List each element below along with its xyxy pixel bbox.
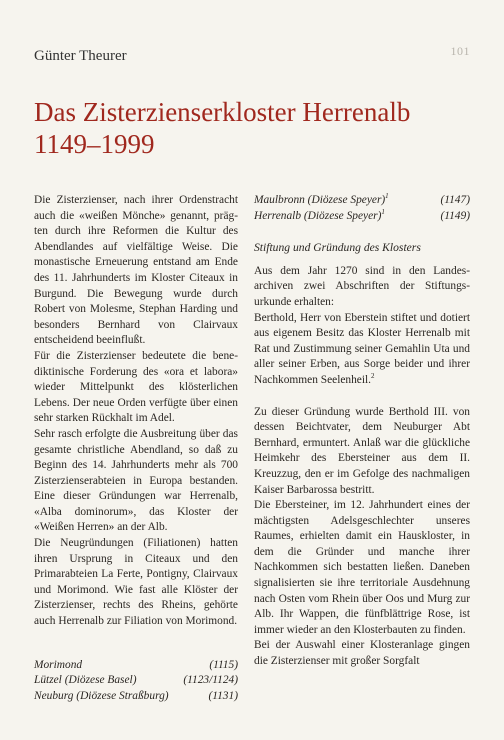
paragraph: Die Zisterzienser, nach ihrer Ordenstracht auch die «weißen Mönche» genannt, prägten durch ihre Reformen die Kultur des Abendlandes auf vielfältige Weise. Die monastische Erneuerung entstand am Ende des 11. Jahrhunderts im Kloster Citeaux in Burgund. Die Bewegung wurde durch Robert von Molesme, Stephan Harding und besonders Bernhard von Clairvaux entscheidend beeinflußt.	[34, 194, 238, 347]
founding-year: (1123/1124)	[183, 674, 238, 687]
title-line-1: Das Zisterzienserkloster Herrenalb	[34, 97, 411, 127]
founding-year: (1131)	[208, 689, 238, 702]
paragraph: Aus dem Jahr 1270 sind in den Landesarchiven zwei Abschriften der Stiftungsurkunde erhalten:	[254, 264, 470, 308]
footnote-marker: 2	[371, 372, 375, 381]
footnote-marker: 1	[381, 207, 385, 216]
paragraph: Bei der Auswahl einer Klosteranlage gingen die Zisterzienser mit großer Sorgfalt	[254, 639, 470, 668]
lineage-list	[34, 658, 238, 705]
left-column	[34, 193, 238, 704]
section-heading: Stiftung und Gründung des Klosters	[254, 241, 421, 255]
paragraph: Sehr rasch erfolgte die Ausbreitung über das gesamte christliche Abendland, so daß zu Beginn des 14. Jahrhunderts mehr als 700 Zisterzienserabteien in Europa bestanden. Eine dieser Gründungen war Herrenalb, «Alba dominorum», das Kloster der «Weißen Herren» an der Alb.	[34, 427, 238, 534]
footnote-marker: 1	[385, 192, 389, 201]
right-column	[254, 193, 470, 670]
list-item	[254, 209, 470, 225]
founding-year: (1147)	[440, 194, 470, 206]
article-title	[34, 96, 474, 160]
quote-paragraph: Berthold, Herr von Eberstein stiftet und dotiert aus eigenem Besitz das Kloster Herrenalb mit Rat und Zustimmung seiner Gemahlin Uta und aller seiner Erben, aus Sorge beider und ihrer Nachkommen Seelenheil.$^2$	[254, 311, 470, 386]
lineage-list	[254, 193, 470, 224]
monastery-name: Neuburg (Diözese Straßburg)	[34, 689, 169, 702]
monastery-name: Lützel (Diözese Basel)	[34, 674, 137, 687]
paragraph: Zu dieser Gründung wurde Berthold III. von dessen Beichtvater, dem Neuburger Abt Bernhard, ermuntert. Anlaß war die glückliche Heimkehr des Ebersteiner aus dem II. Kreuzzug, den er im Gefolge des nachmaligen Kaiser Barbarossa bestritt.	[254, 405, 470, 496]
list-item	[34, 673, 238, 689]
monastery-name: Morimond	[34, 658, 83, 671]
paragraph: Die Neugründungen (Filiationen) hatten ihren Ursprung in Citeaux und den Primarabteien La Ferte, Pontigny, Clairvaux und Morimond. Wie fast alle Klöster der Zisterzienser, rechts des Rheins, gehörte auch Herrenalb zur Filiation von Morimond.	[34, 537, 238, 628]
page-number: 101	[450, 44, 470, 58]
list-item	[34, 658, 238, 674]
founding-year: (1149)	[440, 209, 470, 222]
paragraph: Die Ebersteiner, im 12. Jahrhundert eines der mächtigsten Adelsgeschlechter unseres Raumes, erhielten damit ein Hauskloster, in dem die Gründer und manche ihrer Nachkommen sich bestatten ließen. Daneben signalisierten sie ihre territoriale Ausdehnung nach Osten vom Rhein über Oos und Murg zur Alb. Ihr Wappen, die fünfblättrige Rose, ist immer wieder an den Klosterbauten zu finden.	[254, 499, 470, 636]
paragraph: Für die Zisterzienser bedeutete die benediktinische Forderung des «ora et labora» wieder Mittelpunkt des klösterlichen Lebens. Der neue Orden verfügte über einen sehr starken Rückhalt im Adel.	[34, 349, 238, 425]
list-item	[34, 689, 238, 705]
monastery-name: Maulbronn (Diözese Speyer)$^1$	[254, 192, 389, 206]
title-line-2: 1149–1999	[34, 129, 155, 159]
list-item	[254, 193, 470, 209]
monastery-name: Herrenalb (Diözese Speyer)$^1$	[254, 207, 385, 222]
founding-year: (1115)	[209, 658, 238, 671]
author-name: Günter Theurer	[34, 48, 127, 64]
